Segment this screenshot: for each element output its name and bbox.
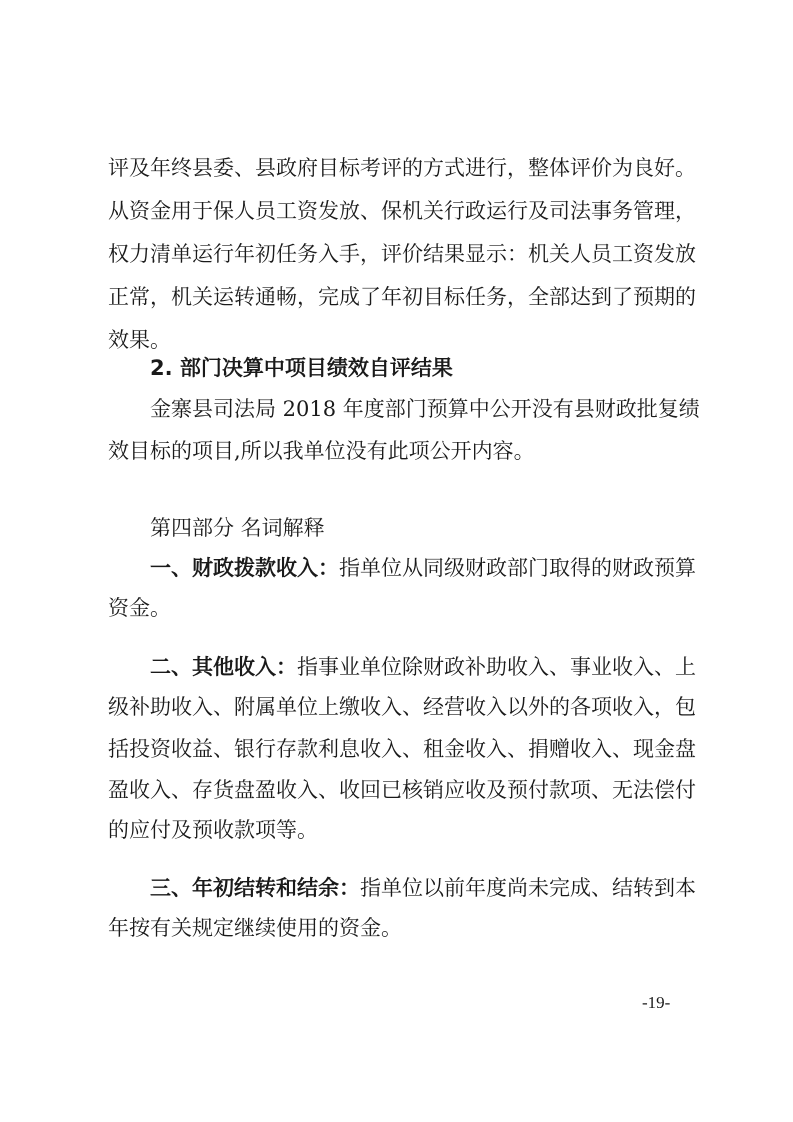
part-title: 第四部分 名词解释	[150, 516, 325, 540]
paragraph-line: 级补助收入、附属单位上缴收入、经营收入以外的各项收入，包	[108, 695, 696, 719]
paragraph-line: 盈收入、存货盘盈收入、收回已核销应收及预付款项、无法偿付	[108, 778, 696, 802]
term-label: 二、其他收入：	[150, 655, 297, 679]
term-label: 三、年初结转和结余：	[150, 876, 360, 900]
paragraph-line: 评及年终县委、县政府目标考评的方式进行，整体评价为良好。	[108, 156, 696, 180]
paragraph-line: 资金。	[108, 596, 171, 620]
term-definition	[150, 652, 696, 682]
term-text: 指事业单位除财政补助收入、事业收入、上	[297, 655, 696, 679]
paragraph-line: 金寨县司法局 2018 年度部门预算中公开没有县财政批复绩	[150, 397, 700, 421]
paragraph-line: 年按有关规定继续使用的资金。	[108, 916, 402, 940]
paragraph-line: 从资金用于保人员工资发放、保机关行政运行及司法事务管理，	[108, 199, 696, 223]
paragraph-line: 括投资收益、银行存款利息收入、租金收入、捐赠收入、现金盘	[108, 737, 696, 761]
paragraph-line: 的应付及预收款项等。	[108, 818, 318, 842]
page-number: -19-	[642, 993, 671, 1012]
paragraph-line: 正常，机关运转通畅，完成了年初目标任务，全部达到了预期的	[108, 285, 696, 309]
term-definition	[150, 553, 696, 583]
paragraph-line: 权力清单运行年初任务入手，评价结果显示：机关人员工资发放	[108, 242, 696, 266]
section-heading: 2. 部门决算中项目绩效自评结果	[150, 356, 453, 380]
term-text: 指单位从同级财政部门取得的财政预算	[339, 556, 696, 580]
term-label: 一、财政拨款收入：	[150, 556, 339, 580]
term-text: 指单位以前年度尚未完成、结转到本	[360, 876, 696, 900]
paragraph-line: 效果。	[108, 328, 171, 352]
term-definition	[150, 873, 696, 903]
paragraph-line: 效目标的项目,所以我单位没有此项公开内容。	[108, 439, 535, 463]
